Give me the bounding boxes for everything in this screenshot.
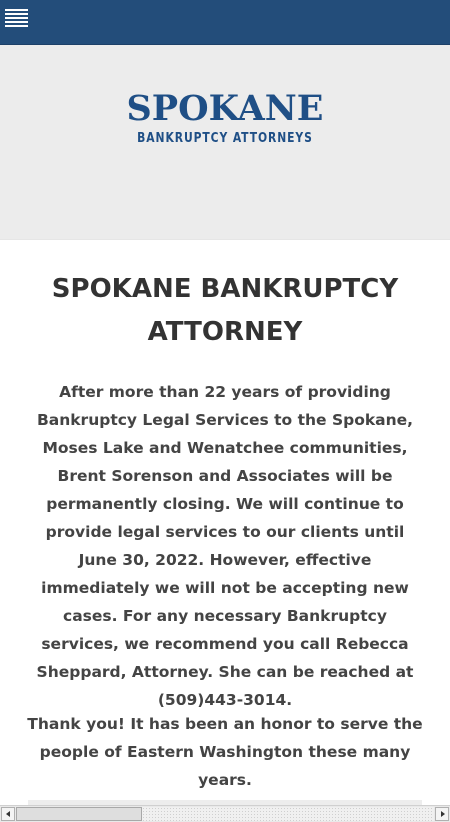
arrow-right-icon [441, 811, 445, 817]
menu-line [5, 13, 28, 15]
scroll-right-button[interactable] [435, 807, 449, 821]
menu-line [5, 25, 28, 27]
logo-name: SPOKANE [126, 88, 324, 129]
top-navigation-bar [0, 0, 450, 45]
site-logo[interactable] [122, 89, 328, 151]
menu-line [5, 17, 28, 19]
page-title: SPOKANE BANKRUPTCY ATTORNEY [51, 274, 399, 347]
site-header [0, 45, 450, 239]
menu-line [5, 9, 28, 11]
scrollbar-thumb[interactable] [16, 807, 142, 821]
menu-line [5, 21, 28, 23]
horizontal-scrollbar[interactable] [0, 805, 450, 822]
scroll-left-button[interactable] [1, 807, 15, 821]
closing-announcement-paragraph: After more than 22 years of providing Bankruptcy Legal Services to the Spokane, Moses Lake and Wenatchee communities, Brent Sorenson and Associates will be permanently closing. We will continue to provide legal services to our clients until June 30, 2022. However, effective immediately we will not be accepting new cases. For any necessary Bankruptcy services, we recommend you call Rebecca Sheppard, Attorney. She can be reached at (509)443-3014. [36, 383, 414, 709]
logo-tagline: BANKRUPTCY ATTORNEYS [137, 131, 313, 146]
thank-you-paragraph: Thank you! It has been an honor to serve the people of Eastern Washington these many years. [27, 715, 423, 789]
main-content [0, 239, 450, 805]
arrow-left-icon [6, 811, 10, 817]
hamburger-menu-icon[interactable] [5, 7, 29, 27]
